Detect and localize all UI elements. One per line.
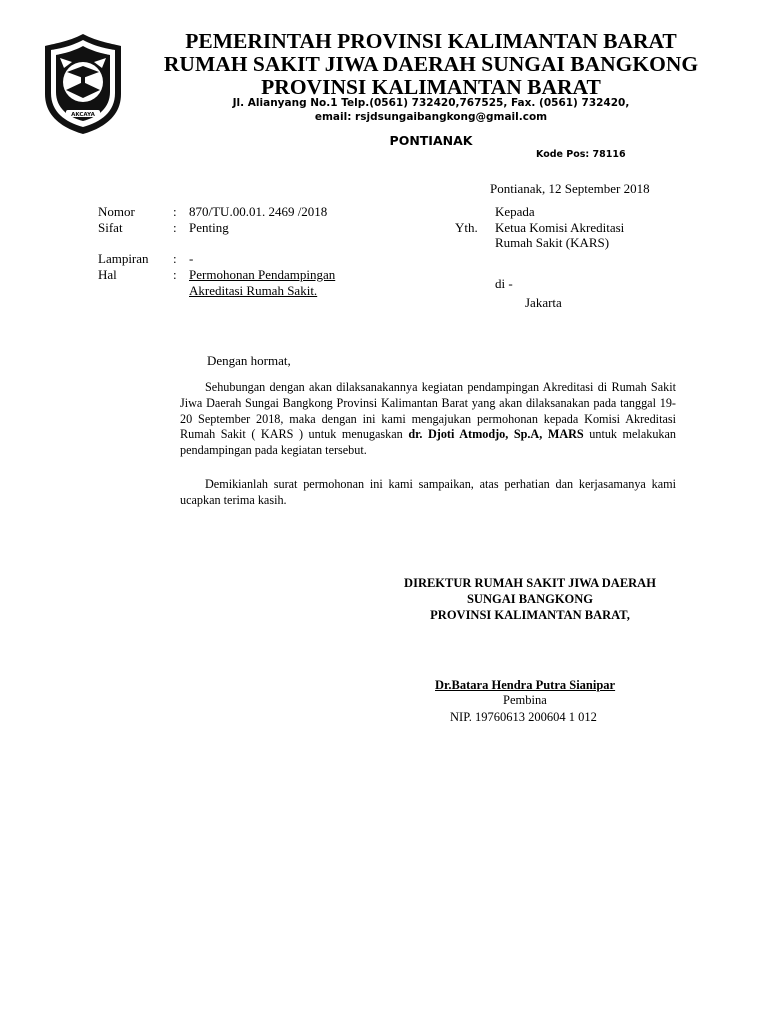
lampiran-colon: : [173,251,177,266]
signature-title-line-3: PROVINSI KALIMANTAN BARAT, [430,608,630,622]
letterhead-line-1: PEMERINTAH PROVINSI KALIMANTAN BARAT [185,29,677,53]
signature-title-line-2: SUNGAI BANGKONG [466,592,594,606]
letterhead-address: Jl. Alianyang No.1 Telp.(0561) 732420,767525, Fax. (0561) 732420, [232,97,630,109]
sifat-colon: : [173,220,177,235]
letterhead-line-2: RUMAH SAKIT JIWA DAERAH SUNGAI BANGKONG [163,52,699,76]
recipient-di: di - [495,276,513,291]
lampiran-value: - [189,251,194,266]
sifat-value: Penting [189,220,229,235]
recipient-kepada: Kepada [495,204,535,219]
nomor-value: 870/TU.00.01. 2469 /2018 [189,204,328,219]
svg-text:AKCAYA: AKCAYA [71,112,95,118]
nomor-label: Nomor [98,204,135,219]
recipient-city: Jakarta [525,295,562,310]
signatory-rank: Pembina [503,693,547,707]
body-paragraph-1-end: untuk melakukan pendampingan pada kegiatan tersebut. [180,427,677,458]
hal-value-line-1: Permohonan Pendampingan [189,267,336,282]
body-paragraph-1 [180,380,676,459]
signatory-name: Dr.Batara Hendra Putra Sianipar [435,678,616,692]
body-paragraph-1-text: Sehubungan dengan akan dilaksanakannya kegiatan pendampingan Akreditasi di Rumah Sakit Jiwa Daerah Sungai Bangkong Provinsi Kalimantan Barat yang akan dilaksanakan pada tanggal 19-20 September 2018, maka dengan ini kami mengajukan permohonan kepada Komisi Akreditasi Rumah Sakit ( KARS ) untuk menugaskan [180,380,676,442]
body-paragraph-2 [180,477,676,509]
place-date: Pontianak, 12 September 2018 [490,181,650,196]
hal-label: Hal [98,267,117,282]
letterhead-email: email: rsjdsungaibangkong@gmail.com [314,111,548,123]
hal-colon: : [173,267,177,282]
body-paragraph-2-text: Demikianlah surat permohonan ini kami sampaikan, atas perhatian dan kerjasamanya kami ucapkan terima kasih. [180,477,676,507]
letterhead-line-3: PROVINSI KALIMANTAN BARAT [261,75,601,99]
signatory-nip: NIP. 19760613 200604 1 012 [450,710,597,724]
recipient-name-line-1: Ketua Komisi Akreditasi [495,220,625,235]
nomor-colon: : [173,204,177,219]
lampiran-label: Lampiran [98,251,149,266]
recipient-yth: Yth. [455,220,478,235]
sifat-label: Sifat [98,220,123,235]
letterhead-city: PONTIANAK [389,133,473,148]
letterhead-postal-code: Kode Pos: 78116 [536,149,626,160]
signature-title-line-1: DIREKTUR RUMAH SAKIT JIWA DAERAH [404,576,656,590]
recipient-name-line-2: Rumah Sakit (KARS) [495,235,610,250]
salutation: Dengan hormat, [207,353,291,368]
assigned-doctor-name: dr. Djoti Atmodjo, Sp.A, MARS [408,427,584,442]
hal-value-line-2: Akreditasi Rumah Sakit. [189,283,318,298]
provincial-emblem-logo [42,32,124,136]
